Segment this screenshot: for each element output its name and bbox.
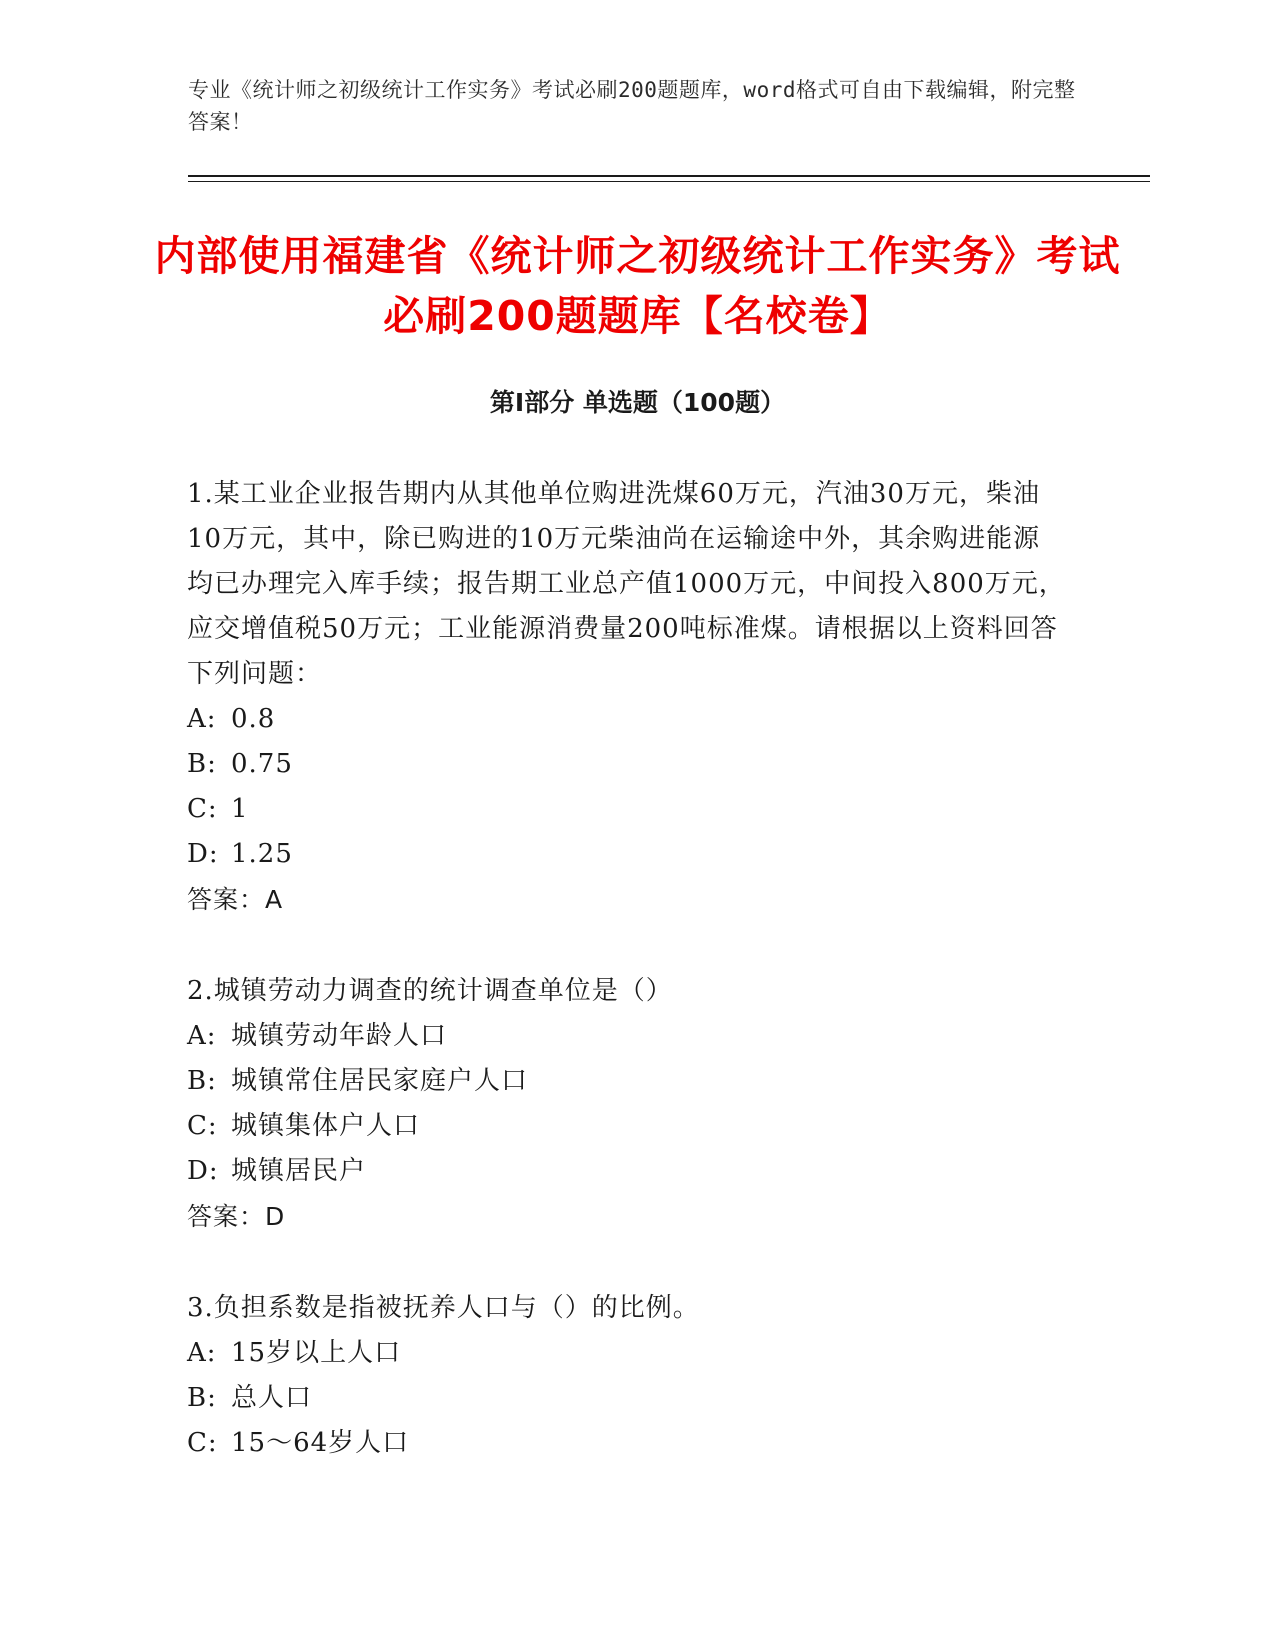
option-letter: B: xyxy=(187,749,217,779)
header-rule-thick xyxy=(188,175,1150,177)
option-text: 总人口 xyxy=(231,1383,313,1413)
option-text: 15岁以上人口 xyxy=(231,1338,402,1368)
option-letter: A: xyxy=(187,1338,217,1368)
question-stem: 1.某工业企业报告期内从其他单位购进洗煤60万元，汽油30万元，柴油10万元，其中，除已购进的10万元柴油尚在运输途中外，其余购进能源均已办理完入库手续；报告期工业总产值1000万元，中间投入800万元，应交增值税50万元；工业能源消费量200吨标准煤。请根据以上资料回答下列问题： xyxy=(187,479,1066,689)
answer-line: 答案：A xyxy=(187,885,284,914)
option-text: 城镇劳动年龄人口 xyxy=(231,1021,448,1051)
option-text: 城镇常住居民家庭户人口 xyxy=(231,1066,529,1096)
option-a xyxy=(187,1014,1067,1059)
option-a xyxy=(187,697,1067,742)
question-stem: 3.负担系数是指被抚养人口与（）的比例。 xyxy=(187,1293,700,1323)
question-3 xyxy=(187,1286,1067,1466)
option-c xyxy=(187,787,1067,832)
option-text: 0.8 xyxy=(231,704,276,734)
question-list xyxy=(187,472,1067,1513)
option-letter: C: xyxy=(187,1428,218,1458)
option-b xyxy=(187,742,1067,787)
option-d xyxy=(187,832,1067,877)
header-rule-thin xyxy=(188,181,1150,182)
option-letter: B: xyxy=(187,1383,217,1413)
option-text: 城镇集体户人口 xyxy=(231,1111,421,1141)
section-heading: 第I部分 单选题（100题） xyxy=(489,388,786,417)
option-text: 0.75 xyxy=(231,749,293,779)
option-b xyxy=(187,1059,1067,1104)
header-note: 专业《统计师之初级统计工作实务》考试必刷200题题库，word格式可自由下载编辑，附完整答案！ xyxy=(188,78,1076,134)
option-letter: C: xyxy=(187,1111,218,1141)
option-text: 城镇居民户 xyxy=(231,1156,367,1186)
option-letter: D: xyxy=(187,1156,219,1186)
option-c xyxy=(187,1421,1067,1466)
answer-line: 答案：D xyxy=(187,1202,286,1231)
option-letter: C: xyxy=(187,794,218,824)
option-text: 1 xyxy=(231,794,249,824)
option-a xyxy=(187,1331,1067,1376)
option-text: 15～64岁人口 xyxy=(231,1428,410,1458)
question-2 xyxy=(187,969,1067,1239)
document-title: 内部使用福建省《统计师之初级统计工作实务》考试必刷200题题库【名校卷】 xyxy=(154,232,1121,340)
option-b xyxy=(187,1376,1067,1421)
option-letter: B: xyxy=(187,1066,217,1096)
option-d xyxy=(187,1149,1067,1194)
option-letter: A: xyxy=(187,1021,217,1051)
option-letter: A: xyxy=(187,704,217,734)
option-letter: D: xyxy=(187,839,219,869)
question-stem: 2.城镇劳动力调查的统计调查单位是（） xyxy=(187,976,673,1006)
option-text: 1.25 xyxy=(231,839,293,869)
question-1 xyxy=(187,472,1067,922)
option-c xyxy=(187,1104,1067,1149)
